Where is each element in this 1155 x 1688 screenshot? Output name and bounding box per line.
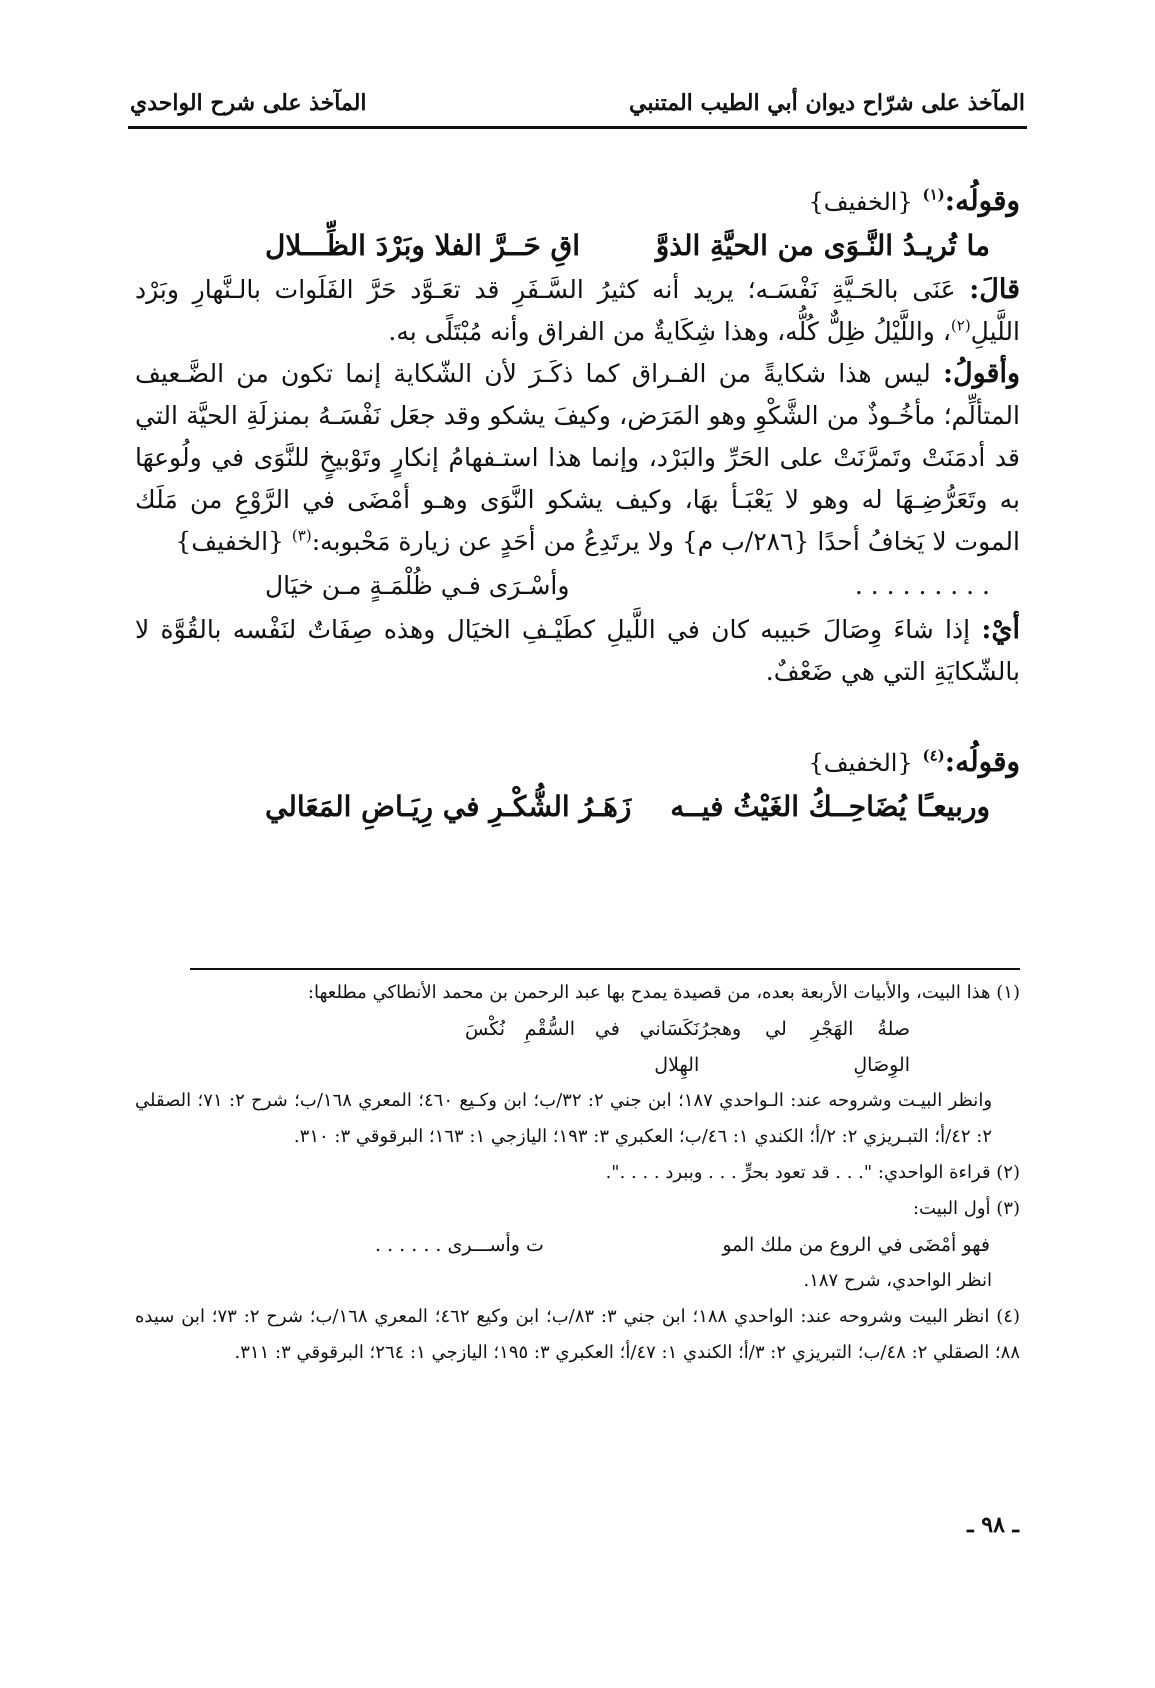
- meter-label: {الخفيف}: [808, 749, 913, 777]
- header-rule: [128, 126, 1027, 129]
- page-number: ـ ٩٨ ـ: [967, 1512, 1019, 1538]
- poem-verse-1: [135, 223, 1020, 269]
- footnote-4: (٤) انظر البيت وشروحه عند: الواحدي ١٨٨؛ ابن جني ٣: ٨٣/ب؛ ابن وكيع ٤٦٢؛ المعري ١٦٨/ب؛ شرح ٢: ٧٣؛ ابن سيده ٨٨؛ الصقلي ٢: ٤٨/ب؛ التبريزي ٢: ٣/أ؛ الكندي ١: ٤٧/أ؛ العكبري ٣: ١٩٥؛ اليازجي ١: ٢٦٤؛ البرقوقي ٣: ٣١١.: [135, 1306, 1020, 1363]
- main-text: [135, 180, 1020, 830]
- meter-label: {الخفيف}: [808, 188, 913, 216]
- qala-paragraph: [135, 269, 1020, 353]
- hemistich-second: زَهَـرُ الشُّكْـرِ في رِيَـاضِ المَعَالي: [265, 790, 632, 823]
- footnote-ref-4: (٤): [922, 746, 945, 765]
- footnote-ref-3: (٣): [291, 526, 312, 545]
- running-header: [130, 90, 1025, 130]
- fn3-hemistich-first: فهو أمْضَى في الروع من ملك المو: [722, 1234, 990, 1256]
- hemistich-second: وأسْـرَى فـي ظُلْمَـةٍ مـن خيَال: [265, 571, 570, 600]
- hemistich-first-omitted: . . . . . . . . .: [854, 571, 990, 600]
- fn3-hemistich-second: ت وأســـرى . . . . . .: [375, 1234, 544, 1256]
- aqul-paragraph: [135, 353, 1020, 563]
- footnote-3-verse: [135, 1227, 1020, 1263]
- hemistich-first: وربيعـًا يُضَاحِــكُ الغَيْثُ فيــه: [670, 790, 990, 823]
- intro-word: وقولُه:: [944, 184, 1020, 217]
- footnote-ref-2: (٢): [950, 316, 971, 335]
- qala-keyword: قالَ:: [969, 274, 1020, 305]
- footnote-3-ref: انظر الواحدي، شرح ١٨٧.: [803, 1270, 992, 1291]
- poem-verse-3: [135, 784, 1020, 830]
- footnotes: [135, 975, 1020, 1371]
- fn1-hemistich-first: صلةُ الهَجْرِ لي وهجرُ الوِصَالِ: [699, 1018, 910, 1076]
- hemistich-first: ما تُريـدُ النَّـوَى من الحيَّةِ الذوَّ: [655, 229, 990, 262]
- section-title-header: المآخذ على شرح الواحدي: [130, 90, 367, 116]
- footnote-2: (٢) قراءة الواحدي: ". . . قد تعود بحرٍّ . . . وببرد . . . .".: [605, 1162, 1020, 1183]
- aqul-meter: {الخفيف}: [175, 527, 284, 556]
- book-title-header: المآخذ على شرّاح ديوان أبي الطيب المتنبي: [629, 90, 1025, 116]
- ay-paragraph: [135, 609, 1020, 693]
- aqul-keyword: وأقولُ:: [943, 358, 1020, 389]
- verse-intro-2: [135, 741, 1020, 784]
- verse-intro-1: [135, 180, 1020, 223]
- poem-verse-2: [135, 563, 1020, 609]
- footnote-1-refs: وانظر البيـت وشروحه عند: الـواحدي ١٨٧؛ ابن جني ٢: ٣٢/ب؛ ابن وكـيع ٤٦٠؛ المعري ١٦٨/ب؛ شرح ٢: ٧١؛ الصقلي ٢: ٤٢/أ؛ التبـريزي ٢: ٢/أ؛ الكندي ١: ٤٦/ب؛ العكبري ٣: ١٩٣؛ اليازجي ١: ١٦٣؛ البرقوقي ٣: ٣١٠.: [135, 1090, 993, 1147]
- footnote-rule: [190, 968, 1020, 970]
- qala-text-a: عَنَى بالحَـيَّةِ نَفْسَـه؛ يريد أنه كثيرُ السَّـفَرِ قد تعَـوَّد حَرَّ الفَلَوات بالـنَّهارِ وبَرْد اللَّيلِ: [135, 275, 1020, 346]
- footnote-ref-1: (١): [922, 185, 945, 204]
- footnote-1-intro: (١) هذا البيت، والأبيات الأربعة بعده، من قصيدة يمدح بها عبد الرحمن بن محمد الأنطاكي مطلعها:: [307, 982, 1020, 1003]
- footnote-3-intro: (٣) أول البيت:: [912, 1198, 1020, 1219]
- footnote-1-verse: [135, 1011, 1020, 1083]
- ay-keyword: أيْ:: [981, 614, 1020, 645]
- intro-word: وقولُه:: [944, 745, 1020, 778]
- aqul-text: ليس هذا شكايةً من الفـراق كما ذكَـرَ لأن الشّكاية إنما تكون من الضَّـعيف المتألِّم؛ مأخُـوذٌ من الشَّكْوِ وهو المَرَض، وكيفَ يشكو وقد جعَل نَفْسَـهُ بمنزلَةِ الحيَّة التي قد أدمَنَتْ وتَمرَّنَتْ على الحَرِّ والبَرْد، وإنما هذا استـفهامُ إنكارٍ وتَوْبيخٍ للنَّوَى في ولُوعهَا به وتَعَرُّضِـهَا له وهو لا يَعْبَـأ بهَا، وكيف يشكو النَّوَى وهـو أمْضَى في الرَّوْعِ من مَلَك الموت لا يَخافُ أحدًا {٢٨٦/ب م} ولا يرتَدِعُ من أحَدٍ عن زيارة مَحْبوبه:: [135, 359, 1020, 556]
- hemistich-second: اقِ حَــرَّ الفلا وبَرْدَ الظِّـــلال: [265, 229, 581, 262]
- ay-text: إذا شاءَ وِصَالَ حَبيبه كان في اللَّيلِ كطَيْـفِ الخيَال وهذه صِفَاتٌ لنَفْسه بالقُوَّة لا بالشّكايَةِ التي هي ضَعْفٌ.: [135, 615, 1020, 686]
- qala-text-b: ، واللَّيْلُ ظِلٌّ كُلُّه، وهذا شِكَايةٌ من الفراق وأنه مُبْتَلًى به.: [388, 317, 951, 346]
- fn1-hemistich-second: نَكَسَاني في السُّقْمِ نُكْسَ الهِلال: [465, 1018, 700, 1076]
